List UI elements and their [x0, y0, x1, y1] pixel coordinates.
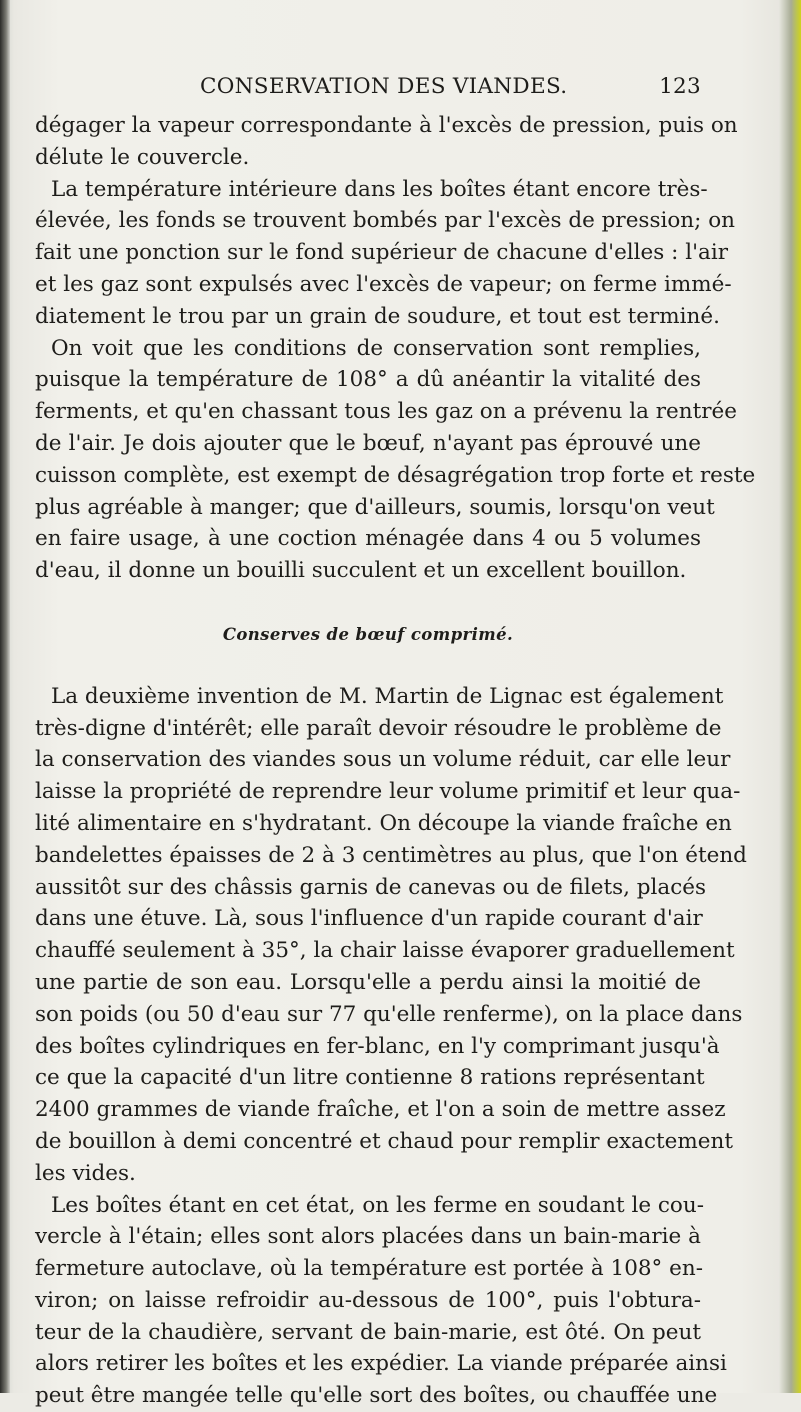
text-line: fermeture autoclave, où la température est portée à 108° en-: [35, 1253, 701, 1285]
page-binding-edge: [0, 0, 10, 1393]
text-line: puisque la température de 108° a dû anéantir la vitalité des: [35, 364, 701, 396]
text-line: lité alimentaire en s'hydratant. On découpe la viande fraîche en: [35, 808, 701, 840]
text-line: dégager la vapeur correspondante à l'excès de pression, puis on: [35, 110, 701, 142]
text-line: la conservation des viandes sous un volume réduit, car elle leur: [35, 744, 701, 776]
text-line: alors retirer les boîtes et les expédier. La viande préparée ainsi: [35, 1348, 701, 1380]
text-line: dans une étuve. Là, sous l'influence d'un rapide courant d'air: [35, 903, 701, 935]
text-line: 2400 grammes de viande fraîche, et l'on a soin de mettre assez: [35, 1094, 701, 1126]
text-line: teur de la chaudière, servant de bain-marie, est ôté. On peut: [35, 1317, 701, 1349]
text-line: La température intérieure dans les boîtes étant encore très-: [35, 174, 701, 206]
text-line: de l'air. Je dois ajouter que le bœuf, n'ayant pas éprouvé une: [35, 428, 701, 460]
text-line: ce que la capacité d'un litre contienne 8 rations représentant: [35, 1062, 701, 1094]
text-line: élevée, les fonds se trouvent bombés par l'excès de pression; on: [35, 205, 701, 237]
text-line: laisse la propriété de reprendre leur volume primitif et leur qua-: [35, 776, 701, 808]
page-number: 123: [659, 74, 701, 99]
text-line: peut être mangée telle qu'elle sort des boîtes, ou chauffée une: [35, 1380, 701, 1412]
paragraphs-top: [35, 110, 701, 587]
text-line: d'eau, il donne un bouilli succulent et un excellent bouillon.: [35, 555, 701, 587]
text-line: les vides.: [35, 1158, 701, 1190]
text-line: vercle à l'étain; elles sont alors placées dans un bain-marie à: [35, 1221, 701, 1253]
text-line: On voit que les conditions de conservation sont remplies,: [35, 333, 701, 365]
text-line: en faire usage, à une coction ménagée dans 4 ou 5 volumes: [35, 523, 701, 555]
page-body: [35, 110, 701, 1412]
text-line: aussitôt sur des châssis garnis de canevas ou de filets, placés: [35, 872, 701, 904]
text-line: une partie de son eau. Lorsqu'elle a perdu ainsi la moitié de: [35, 967, 701, 999]
text-line: ferments, et qu'en chassant tous les gaz on a prévenu la rentrée: [35, 396, 701, 428]
text-line: viron; on laisse refroidir au-dessous de 100°, puis l'obtura-: [35, 1285, 701, 1317]
text-line: plus agréable à manger; que d'ailleurs, soumis, lorsqu'on veut: [35, 492, 701, 524]
text-line: fait une ponction sur le fond supérieur de chacune d'elles : l'air: [35, 237, 701, 269]
text-line: cuisson complète, est exempt de désagrégation trop forte et reste: [35, 460, 701, 492]
text-line: très-digne d'intérêt; elle paraît devoir résoudre le problème de: [35, 713, 701, 745]
text-line: Les boîtes étant en cet état, on les ferme en soudant le cou-: [35, 1190, 701, 1222]
paragraph: [35, 681, 701, 1190]
paragraphs-bottom: [35, 681, 701, 1412]
text-line: chauffé seulement à 35°, la chair laisse évaporer graduellement: [35, 935, 701, 967]
text-line: et les gaz sont expulsés avec l'excès de vapeur; on ferme immé-: [35, 269, 701, 301]
running-title: CONSERVATION DES VIANDES.: [200, 74, 567, 99]
page-header: [35, 74, 701, 104]
paragraph: [35, 333, 701, 587]
paragraph: [35, 110, 701, 174]
text-line: La deuxième invention de M. Martin de Lignac est également: [35, 681, 701, 713]
paragraph: [35, 174, 701, 333]
text-line: diatement le trou par un grain de soudure, et tout est terminé.: [35, 301, 701, 333]
paragraph: [35, 1190, 701, 1412]
text-line: des boîtes cylindriques en fer-blanc, en l'y comprimant jusqu'à: [35, 1031, 701, 1063]
section-title: Conserves de bœuf comprimé.: [35, 619, 701, 651]
text-line: bandelettes épaisses de 2 à 3 centimètres au plus, que l'on étend: [35, 840, 701, 872]
text-line: délute le couvercle.: [35, 142, 701, 174]
page-outer-edge: [779, 0, 801, 1393]
text-line: son poids (ou 50 d'eau sur 77 qu'elle renferme), on la place dans: [35, 999, 701, 1031]
text-line: de bouillon à demi concentré et chaud pour remplir exactement: [35, 1126, 701, 1158]
